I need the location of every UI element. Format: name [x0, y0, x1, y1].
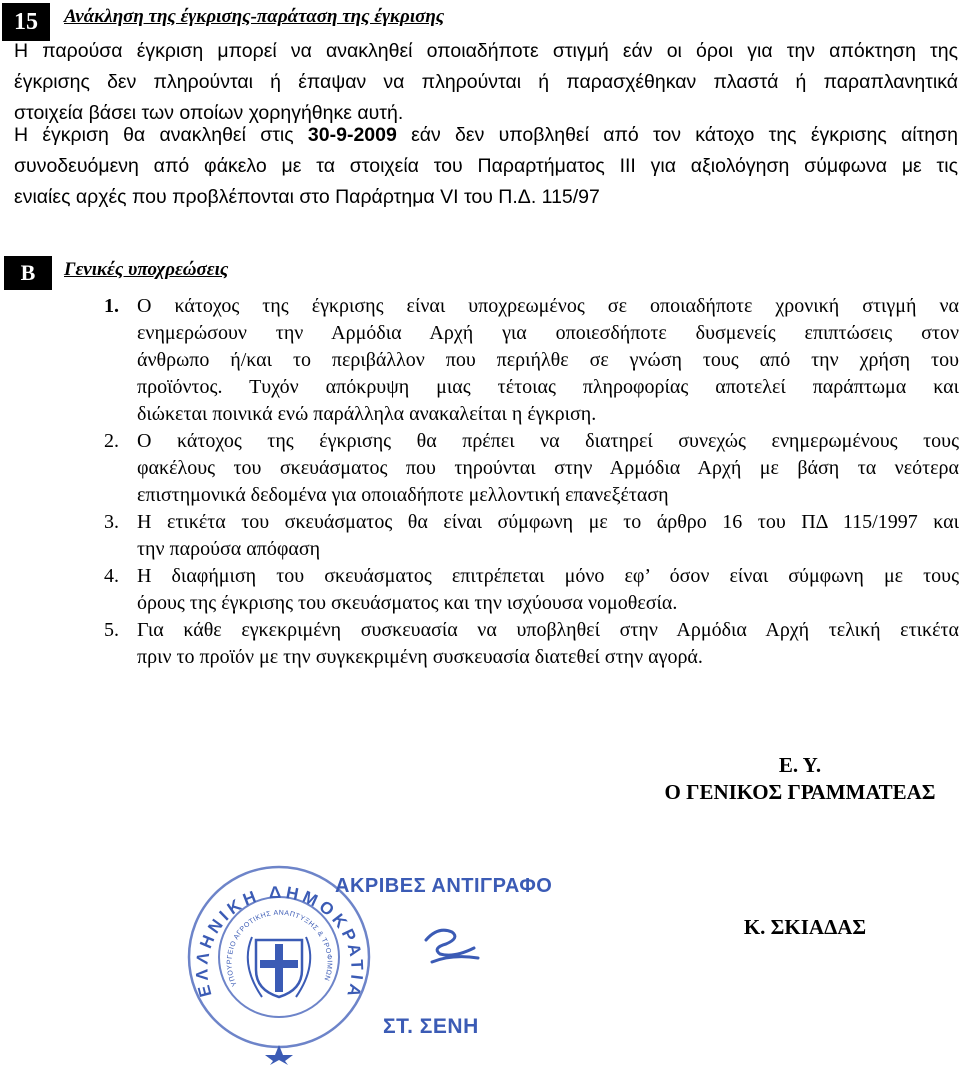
obligation-item [137, 293, 959, 428]
item-number: 4. [104, 565, 119, 587]
obligation-line: προϊόντος. Τυχόν απόκρυψη μιας τέτοιας πληροφορίας αποτελεί παράπτωμα και [137, 376, 959, 398]
section-letter-badge: Β [4, 256, 52, 290]
paragraph-line: ενιαίες αρχές που προβλέπονται στο Παράρτημα VI του Π.Δ. 115/97 [14, 186, 600, 208]
obligation-line: Ο κάτοχος της έγκρισης είναι υποχρεωμένος σε οποιαδήποτε χρονική στιγμή να [137, 295, 959, 317]
obligation-line: Η διαφήμιση του σκευάσματος επιτρέπεται μόνο εφ’ όσον είναι σύμφωνη με τους [137, 565, 959, 587]
obligation-line: άνθρωπο ή/και το περιβάλλον που περιήλθε σε γνώση τους από την χρήση του [137, 349, 959, 371]
section-title: Ανάκληση της έγκρισης-παράταση της έγκρισης [64, 6, 445, 27]
item-number: 2. [104, 430, 119, 452]
obligation-line: την παρούσα απόφαση [137, 538, 321, 560]
section-number-badge: 15 [2, 3, 50, 41]
deadline-date: 30-9-2009 [307, 124, 397, 146]
obligation-item [137, 617, 959, 671]
obligation-item [137, 563, 959, 617]
obligation-line: Η ετικέτα του σκευάσματος θα είναι σύμφωνη με το άρθρο 16 του ΠΔ 115/1997 και [137, 511, 959, 533]
obligation-line: Για κάθε εγκεκριμένη συσκευασία να υποβληθεί στην Αρμόδια Αρχή τελική ετικέτα [137, 619, 959, 641]
text: εάν δεν υποβληθεί από τον κάτοχο της έγκρισης αίτηση [396, 124, 958, 146]
obligation-line: επιστημονικά δεδομένα για οποιαδήποτε μελλοντική επανεξέταση [137, 484, 669, 506]
section-15-paragraph-1 [14, 36, 958, 129]
obligation-line: φακέλους του σκευάσματος που τηρούνται στην Αρμόδια Αρχή με βάση τα νεότερα [137, 457, 959, 479]
seal-outer-text: ΕΛΛΗΝΙΚΗ ΔΗΜΟΚΡΑΤΙΑ [192, 882, 367, 1003]
handwritten-signature-icon [418, 918, 488, 970]
certified-copy-label: ΑΚΡΙΒΕΣ ΑΝΤΙΓΡΑΦΟ [335, 875, 553, 897]
paragraph-line: στοιχεία βάσει των οποίων χορηγήθηκε αυτή. [14, 102, 404, 124]
seal-inner-text: ΥΠΟΥΡΓΕΙΟ ΑΓΡΟΤΙΚΗΣ ΑΝΑΠΤΥΞΗΣ & ΤΡΟΦΙΜΩΝ [226, 909, 333, 988]
obligation-line: όρους της έγκρισης του σκευάσματος και την ισχύουσα νομοθεσία. [137, 592, 678, 614]
section-title: Γενικές υποχρεώσεις [64, 259, 229, 280]
paragraph-line [14, 120, 958, 151]
item-number: 1. [104, 295, 119, 317]
obligation-item [137, 428, 959, 509]
obligation-line: Ο κάτοχος της έγκρισης θα πρέπει να διατηρεί συνεχώς ενημερωμένους τους [137, 430, 959, 452]
obligation-item [137, 509, 959, 563]
obligation-line: ενημερώσουν την Αρμόδια Αρχή για οποιεσδήποτε δυσμενείς επιπτώσεις στον [137, 322, 959, 344]
paragraph-line: Η παρούσα έγκριση μπορεί να ανακληθεί οποιαδήποτε στιγμή εάν οι όροι για την απόκτηση της [14, 40, 958, 62]
signature-role: Ο ΓΕΝΙΚΟΣ ΓΡΑΜΜΑΤΕΑΣ [664, 780, 936, 804]
obligation-line: διώκεται ποινικά ενώ παράλληλα ανακαλείται η έγκριση. [137, 403, 597, 425]
item-number: 3. [104, 511, 119, 533]
paragraph-line: έγκρισης δεν πληρούνται ή έπαψαν να πληρούνται ή παρασχέθηκαν πλαστά ή παραπλανητικά [14, 71, 958, 93]
signature-name: Κ. ΣΚΙΑΔΑΣ [743, 915, 867, 939]
signature-ey: Ε. Υ. [778, 753, 822, 777]
section-15-paragraph-2 [14, 120, 958, 213]
certifier-name: ΣΤ. ΣΕΝΗ [383, 1015, 479, 1038]
text: Η έγκριση θα ανακληθεί στις [14, 124, 308, 146]
obligation-line: πριν το προϊόν με την συγκεκριμένη συσκευασία διατεθεί στην αγορά. [137, 646, 703, 668]
item-number: 5. [104, 619, 119, 641]
paragraph-line: συνοδευόμενη από φάκελο με τα στοιχεία του Παραρτήματος ΙΙΙ για αξιολόγηση σύμφωνα με τις [14, 155, 958, 177]
